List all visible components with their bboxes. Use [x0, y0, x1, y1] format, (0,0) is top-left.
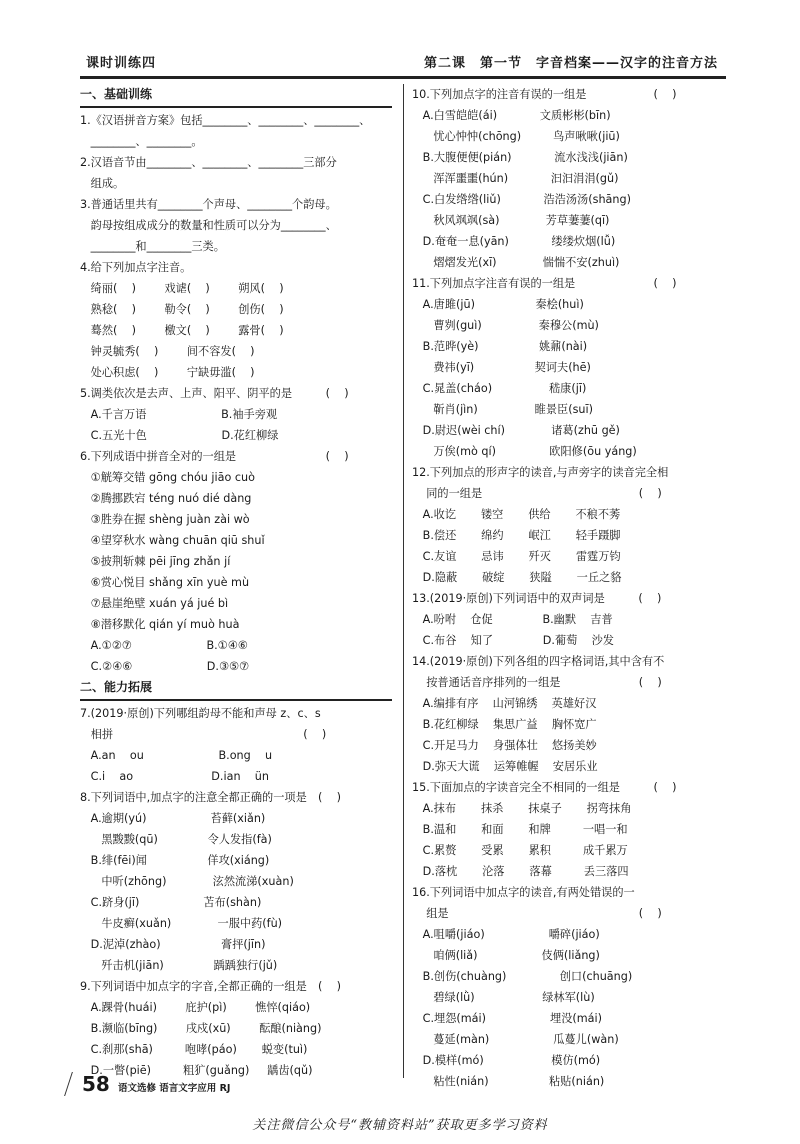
question-line: 5.调类依次是去声、上声、阳平、阴平的是 ( ): [80, 387, 349, 400]
question-line: 靳肖(jìn) 睢景臣(suī): [412, 403, 593, 416]
question-line: 14.(2019·原创)下列各组的四字格词语,其中含有不: [412, 655, 665, 668]
question-line: 1.《汉语拼音方案》包括________、________、________、: [80, 114, 371, 127]
question-line: A.抹布 抹杀 抹桌子 拐弯抹角: [412, 802, 632, 815]
question-line: 秋风飒飒(sà) 芳草萋萋(qī): [412, 214, 610, 227]
question-line: A.编排有序 山河锦绣 英雄好汉: [412, 697, 597, 710]
question-line: 中听(zhōng) 泫然流涕(xuàn): [80, 875, 294, 888]
question-line: A.收讫 镂空 供给 不稂不莠: [412, 508, 621, 521]
footer-note: 关注微信公众号“教辅资料站”获取更多学习资料: [252, 1118, 548, 1133]
question-line: B.创伤(chuàng) 创口(chuāng): [412, 970, 633, 983]
question-line: B.濒临(bīng) 戌戍(xū) 酝酿(niàng): [80, 1022, 322, 1035]
question-line: 9.下列词语中加点字的字音,全都正确的一组是 ( ): [80, 980, 341, 993]
question-line: 4.给下列加点字注音。: [80, 261, 192, 274]
question-line: D.模样(mó) 模仿(mó): [412, 1054, 601, 1067]
question-line: A.唐雎(jū) 秦桧(huì): [412, 298, 584, 311]
question-line: 歼击机(jiān) 踽踽独行(jǔ): [80, 959, 278, 972]
question-line: 15.下面加点的字读音完全不相同的一组是 ( ): [412, 781, 677, 794]
question-line: C.埋怨(mái) 埋没(mái): [412, 1012, 602, 1025]
question-line: D.泥淖(zhào) 膏抨(jīn): [80, 938, 266, 951]
question-line: A.千言万语 B.袖手旁观: [80, 408, 278, 421]
question-line: 韵母按组成成分的数量和性质可以分为________、: [80, 219, 337, 232]
question-line: A.an ou B.ong u: [80, 749, 273, 762]
question-line: 组是 ( ): [412, 907, 662, 920]
left-column: [80, 84, 392, 1081]
question-line: 3.普通话里共有________个声母、________个韵母。: [80, 198, 337, 211]
page-number: 58: [82, 1072, 110, 1096]
question-line: C.友谊 忌讳 歼灭 雷霆万钧: [412, 550, 621, 563]
section-rule: [80, 106, 392, 108]
question-line: 7.(2019·原创)下列哪组韵母不能和声母 z、c、s: [80, 707, 321, 720]
question-line: D.一瞥(piē) 粗犷(guǎng) 龋齿(qǔ): [80, 1064, 313, 1077]
question-line: 忧心忡忡(chōng) 鸟声啾啾(jiū): [412, 130, 620, 143]
question-line: 同的一组是 ( ): [412, 487, 662, 500]
question-line: ③胜券在握 shèng juàn zài wò: [80, 513, 250, 526]
question-line: ⑧潜移默化 qián yí muò huà: [80, 618, 240, 631]
column-divider: [403, 84, 404, 1078]
section-heading: 一、基础训练: [80, 87, 153, 101]
question-line: 12.下列加点的形声字的读音,与声旁字的读音完全相: [412, 466, 669, 479]
question-line: C.i ao D.ian ün: [80, 770, 269, 783]
question-line: A.踝骨(huái) 庇护(pì) 憔悴(qiáo): [80, 1001, 311, 1014]
question-line: 碧绿(lǜ) 绿林军(lù): [412, 991, 595, 1004]
question-line: 10.下列加点字的注音有误的一组是 ( ): [412, 88, 677, 101]
section-rule: [80, 699, 392, 701]
question-line: 浑浑噩噩(hún) 汩汩涓涓(gǔ): [412, 172, 619, 185]
question-line: C.五光十色 D.花红柳绿: [80, 429, 279, 442]
question-line: ⑥赏心悦目 shǎng xīn yuè mù: [80, 576, 250, 589]
header-rule: [80, 76, 726, 79]
question-line: D.奄奄一息(yān) 缕缕炊烟(lǚ): [412, 235, 616, 248]
question-line: D.落枕 沦落 落幕 丢三落四: [412, 865, 629, 878]
question-line: 钟灵毓秀( ) 间不容发( ): [80, 345, 255, 358]
question-line: ②腾挪跌宕 téng nuó dié dàng: [80, 492, 252, 505]
question-line: B.大腹便便(pián) 流水浅浅(jiān): [412, 151, 628, 164]
question-line: A.逾期(yú) 苔藓(xiǎn): [80, 812, 266, 825]
page-header-right: 第二课 第一节 字音档案——汉字的注音方法: [423, 56, 718, 71]
question-line: 16.下列词语中加点字的读音,有两处错误的一: [412, 886, 635, 899]
question-line: 组成。: [80, 177, 125, 190]
question-line: C.白发绺绺(liǔ) 浩浩汤汤(shāng): [412, 193, 631, 206]
question-line: B.偿还 绵约 岷江 轻手蹑脚: [412, 529, 621, 542]
question-line: C.开足马力 身强体壮 悠扬美妙: [412, 739, 597, 752]
question-line: ⑤披荆斩棘 pēi jīng zhǎn jí: [80, 555, 231, 568]
question-line: ⑦悬崖绝壁 xuán yá jué bì: [80, 597, 229, 610]
right-column: [412, 84, 726, 1092]
question-line: C.跻身(jī) 苫布(shàn): [80, 896, 262, 909]
question-line: 咱俩(liǎ) 伎俩(liǎng): [412, 949, 600, 962]
question-line: 费祎(yī) 契诃夫(hē): [412, 361, 591, 374]
footer-slash-decoration: [64, 1072, 83, 1096]
question-line: C.晁盖(cháo) 嵇康(jī): [412, 382, 587, 395]
question-line: 8.下列词语中,加点字的注意全都正确的一项是 ( ): [80, 791, 341, 804]
question-line: 蓦然( ) 檄文( ) 露骨( ): [80, 324, 284, 337]
question-line: C.刹那(shā) 咆哮(páo) 蜕变(tuì): [80, 1043, 308, 1056]
question-line: 蔓延(màn) 瓜蔓儿(wàn): [412, 1033, 619, 1046]
question-line: 处心积虑( ) 宁缺毋滥( ): [80, 366, 255, 379]
question-line: ①觥筹交错 gōng chóu jiāo cuò: [80, 471, 255, 484]
section-heading: 二、能力拓展: [80, 680, 153, 694]
question-line: C.累赘 受累 累积 成千累万: [412, 844, 628, 857]
question-line: 黑黢黢(qū) 令人发指(fà): [80, 833, 272, 846]
question-line: C.布谷 知了 D.葡萄 沙发: [412, 634, 614, 647]
question-line: 相拼 ( ): [80, 728, 327, 741]
question-line: B.范晔(yè) 姚鼐(nài): [412, 340, 588, 353]
question-line: ________和________三类。: [80, 240, 225, 253]
question-line: 11.下列加点字注音有误的一组是 ( ): [412, 277, 677, 290]
question-line: C.②④⑥ D.③⑤⑦: [80, 660, 250, 673]
question-line: B.绯(fēi)闻 佯攻(xiáng): [80, 854, 270, 867]
question-line: A.白雪皑皑(ái) 文质彬彬(bīn): [412, 109, 611, 122]
question-line: B.温和 和面 和牌 一唱一和: [412, 823, 628, 836]
question-line: A.①②⑦ B.①④⑥: [80, 639, 248, 652]
question-line: A.吩咐 仓促 B.幽默 吉普: [412, 613, 613, 626]
question-line: D.弥天大谎 运筹帷幄 安居乐业: [412, 760, 598, 773]
question-line: 牛皮癣(xuǎn) 一服中药(fù): [80, 917, 283, 930]
question-line: ________、________。: [80, 135, 203, 148]
question-line: 曹刿(guì) 秦穆公(mù): [412, 319, 599, 332]
page-header-left: 课时训练四: [86, 56, 157, 71]
question-line: 6.下列成语中拼音全对的一组是 ( ): [80, 450, 349, 463]
question-line: 熟稔( ) 勒令( ) 创伤( ): [80, 303, 284, 316]
book-title: 语文选修 语言文字应用 RJ: [118, 1083, 231, 1094]
question-line: 按普通话音序排列的一组是 ( ): [412, 676, 662, 689]
question-line: B.花红柳绿 集思广益 胸怀宽广: [412, 718, 597, 731]
question-line: ④望穿秋水 wàng chuān qiū shuǐ: [80, 534, 265, 547]
question-line: D.尉迟(wèi chí) 诸葛(zhū gě): [412, 424, 620, 437]
question-line: 粘性(nián) 粘贴(nián): [412, 1075, 605, 1088]
question-line: 熠熠发光(xī) 惴惴不安(zhuì): [412, 256, 620, 269]
question-line: 万俟(mò qí) 欧阳修(ōu yáng): [412, 445, 637, 458]
question-line: 13.(2019·原创)下列词语中的双声词是 ( ): [412, 592, 662, 605]
question-line: D.隐蔽 破绽 狭隘 一丘之貉: [412, 571, 622, 584]
question-line: 2.汉语音节由________、________、________三部分: [80, 156, 337, 169]
question-line: A.咀嚼(jiáo) 嚼碎(jiáo): [412, 928, 600, 941]
question-line: 绮丽( ) 戏谑( ) 朔风( ): [80, 282, 284, 295]
